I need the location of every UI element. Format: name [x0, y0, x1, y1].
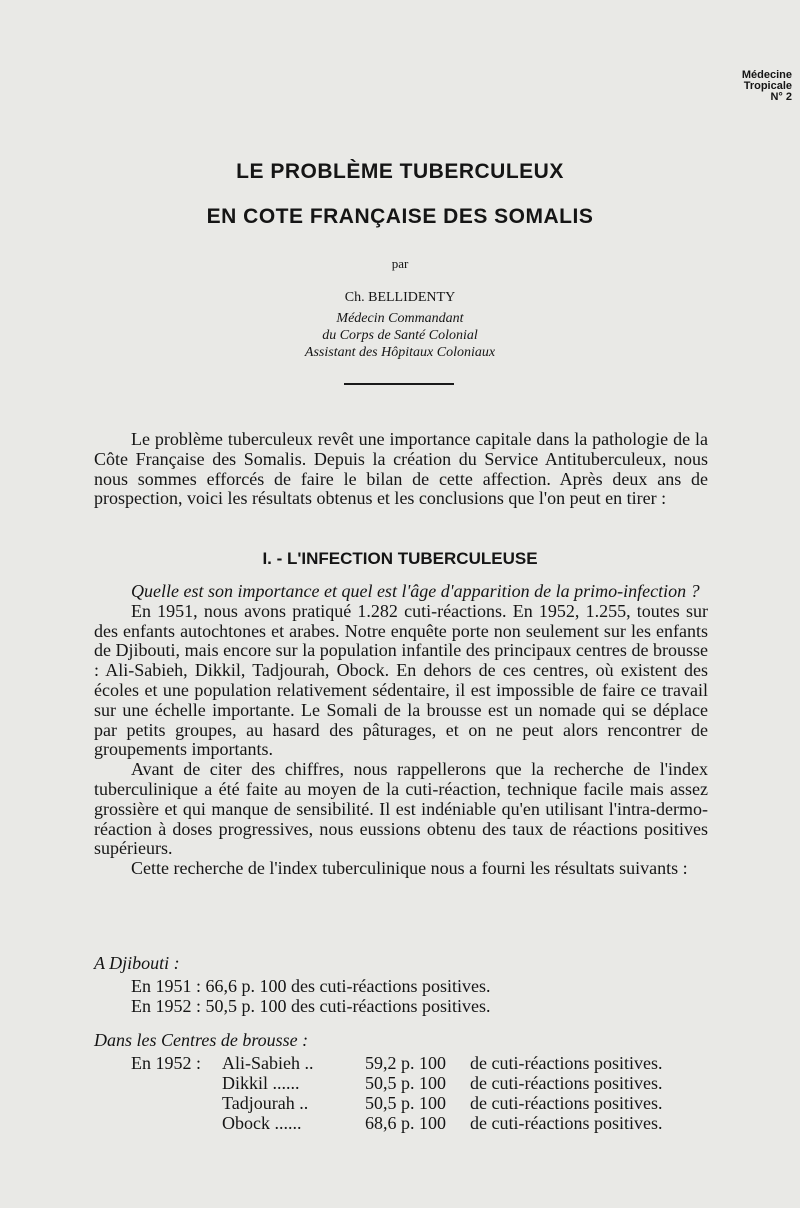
- journal-name-2: Tropicale: [743, 80, 792, 92]
- year-label: En 1952 :: [131, 1053, 201, 1073]
- place-name: Tadjourah ..: [222, 1093, 309, 1113]
- brousse-heading: Dans les Centres de brousse :: [94, 1030, 309, 1050]
- author-name: Ch. BELLIDENTY: [344, 290, 456, 305]
- section-paragraph: Avant de citer des chiffres, nous rappellerons que la recherche de l'index tuberculinique a été faite au moyen de la cuti-réaction, technique facile mais assez grossière et qui manque de sensibilité. Il est indéniable qu'en utilisant l'intra-dermo-réaction à doses progressives, nous eussions obtenu des taux de réactions positives supérieurs.: [94, 759, 708, 859]
- rate-value: 68,6 p. 100: [365, 1113, 446, 1133]
- intro-text: Le problème tuberculeux revêt une importance capitale dans la pathologie de la Côte Française des Somalis. Depuis la création du Service Antituberculeux, nous nous sommes efforcés de faire le bilan de cette affection. Après deux ans de prospection, voici les résultats obtenus et les conclusions que l'on peut en tirer :: [94, 429, 708, 509]
- author-title-3: Assistant des Hôpitaux Coloniaux: [304, 345, 496, 360]
- article-title-line-1: LE PROBLÈME TUBERCULEUX: [236, 160, 564, 183]
- djibouti-heading: A Djibouti :: [94, 953, 180, 973]
- section-paragraph: En 1951, nous avons pratiqué 1.282 cuti-réactions. En 1952, 1.255, toutes sur des enfants autochtones et arabes. Notre enquête porte non seulement sur les enfants de Djibouti, mais encore sur la population infantile des principaux centres de brousse : Ali-Sabieh, Dikkil, Tadjourah, Obock. En dehors de ces centres, où existent des écoles et une population relativement sédentaire, il est impossible de faire ce travail sur une échelle importante. Le Somali de la brousse est un nomade qui se déplace par petits groupes, au hasard des pâturages, et on ne peut alors rencontrer de groupements importants.: [94, 600, 708, 760]
- section-paragraph: Cette recherche de l'index tuberculinique nous a fourni les résultats suivants :: [131, 858, 688, 879]
- author-title-1: Médecin Commandant: [336, 311, 464, 326]
- section-question: Quelle est son importance et quel est l'âge d'apparition de la primo-infection ?: [131, 581, 700, 601]
- section-heading: I. - L'INFECTION TUBERCULEUSE: [262, 549, 538, 568]
- djibouti-result: En 1952 : 50,5 p. 100 des cuti-réactions positives.: [131, 996, 491, 1016]
- title-divider: [344, 383, 454, 385]
- djibouti-result: En 1951 : 66,6 p. 100 des cuti-réactions positives.: [131, 976, 491, 996]
- place-name: Dikkil ......: [222, 1073, 300, 1093]
- rate-value: 50,5 p. 100: [365, 1073, 446, 1093]
- journal-header: [742, 70, 792, 103]
- place-name: Ali-Sabieh ..: [222, 1053, 314, 1073]
- journal-name: Médecine: [741, 69, 792, 81]
- rate-description: de cuti-réactions positives.: [470, 1113, 663, 1133]
- intro-paragraph: [94, 430, 708, 509]
- rate-description: de cuti-réactions positives.: [470, 1053, 663, 1073]
- rate-description: de cuti-réactions positives.: [470, 1093, 663, 1113]
- rate-value: 59,2 p. 100: [365, 1053, 446, 1073]
- rate-value: 50,5 p. 100: [365, 1093, 446, 1113]
- journal-issue: N° 2: [770, 91, 792, 103]
- by-label: par: [391, 256, 409, 271]
- place-name: Obock ......: [222, 1113, 302, 1133]
- author-title-2: du Corps de Santé Colonial: [322, 328, 478, 343]
- section-body: [94, 582, 708, 879]
- article-title-line-2: EN COTE FRANÇAISE DES SOMALIS: [206, 205, 594, 228]
- rate-description: de cuti-réactions positives.: [470, 1073, 663, 1093]
